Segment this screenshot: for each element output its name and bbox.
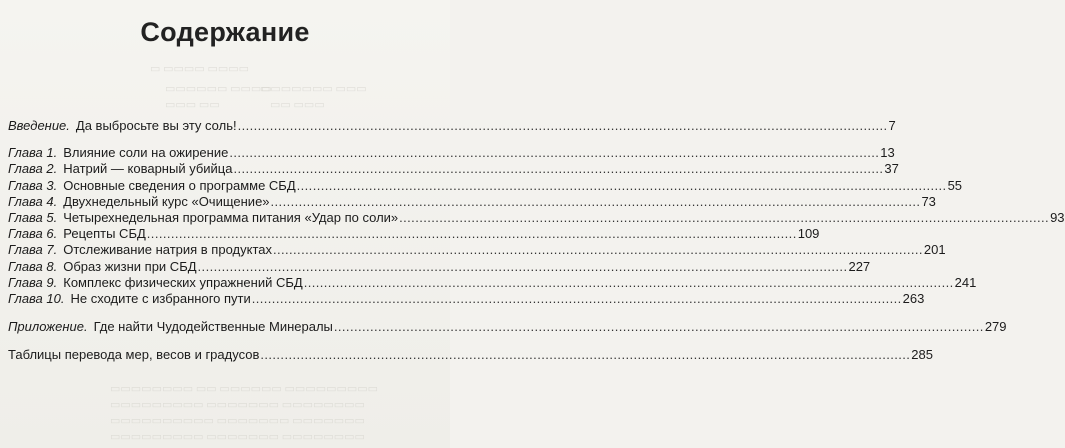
toc-entry-label: Глава 1.: [8, 145, 58, 161]
toc-entry-chapter: [8, 258, 871, 275]
toc-entry-title: Основные сведения о программе СБД: [63, 177, 296, 193]
leader-dots: [229, 145, 879, 161]
toc-entry-chapter: [8, 193, 936, 210]
toc-entry-chapter: [8, 242, 946, 258]
leader-dots: [234, 161, 884, 177]
leader-dots: [334, 319, 984, 335]
toc-entry-page: 7: [888, 118, 896, 133]
toc-entry-title: Влияние соли на ожирение: [63, 145, 229, 161]
toc-entry-label: Глава 9.: [8, 274, 58, 290]
toc-entry-label: Глава 3.: [8, 177, 58, 193]
bleed-through-text: ▭▭▭ ▭▭: [165, 99, 220, 111]
toc-entry-label: Введение.: [8, 118, 70, 133]
bleed-through-text: ▭ ▭▭▭▭ ▭▭▭▭: [150, 63, 250, 75]
toc-entry-page: 201: [923, 242, 946, 258]
toc-entry-page: 73: [921, 193, 936, 209]
toc-entry-title: Таблицы перевода мер, весов и градусов: [8, 347, 260, 363]
bleed-through-text: ▭▭▭▭▭▭▭▭ ▭▭ ▭▭▭▭▭▭ ▭▭▭▭▭▭▭▭▭: [110, 383, 379, 395]
leader-dots: [271, 194, 921, 210]
bleed-through-text: ▭▭▭▭▭▭▭ ▭▭▭: [260, 83, 367, 95]
toc-entry-title: Отслеживание натрия в продуктах: [63, 242, 272, 258]
bleed-through-text: ▭▭▭▭▭▭ ▭▭▭▭: [165, 83, 272, 95]
toc-entry-label: Глава 5.: [8, 210, 58, 226]
page-title: Содержание: [140, 17, 310, 47]
toc-entry-page: 263: [902, 291, 925, 307]
bleed-through-text: ▭▭▭▭▭▭▭▭▭ ▭▭▭▭▭▭▭ ▭▭▭▭▭▭▭▭: [110, 431, 365, 443]
toc-entry-chapter: [8, 226, 820, 242]
toc-entry-label: Глава 4.: [8, 193, 58, 209]
toc-entry-appendix: [8, 319, 1007, 335]
toc-entry-page: 109: [797, 226, 820, 242]
toc-entry-label: Приложение.: [8, 319, 88, 335]
toc-entry-label: Глава 8.: [8, 258, 58, 274]
toc-entry-chapter: [8, 161, 899, 177]
toc-entry-page: 93: [1050, 210, 1065, 226]
leader-dots: [198, 259, 848, 275]
leader-dots: [304, 275, 954, 291]
toc-entry-page: 37: [884, 161, 899, 177]
toc-entry-title: Рецепты СБД: [63, 226, 146, 242]
toc-entry-page: 13: [880, 145, 895, 161]
toc-entry-page: 285: [911, 347, 933, 363]
toc-entry-page: 227: [848, 258, 871, 274]
toc-entry-chapter: [8, 145, 895, 161]
toc-entry-label: Глава 10.: [8, 291, 65, 307]
toc-entry-chapter: [8, 274, 977, 291]
table-of-contents: [8, 118, 1065, 364]
toc-entry-title: Двухнедельный курс «Очищение»: [63, 193, 270, 209]
toc-entry-chapter: [8, 177, 963, 194]
toc-entry-label: Глава 6.: [8, 226, 58, 242]
bleed-through-text: ▭▭▭▭▭▭▭▭▭ ▭▭▭▭▭▭▭ ▭▭▭▭▭▭▭▭: [110, 399, 365, 411]
toc-entry-title: Где найти Чудодейственные Минералы: [93, 319, 333, 335]
bleed-through-text: ▭▭ ▭▭▭: [270, 99, 325, 111]
toc-entry-intro: [8, 118, 896, 134]
bleed-through-text: ▭▭▭▭▭▭▭▭▭▭ ▭▭▭▭▭▭▭ ▭▭▭▭▭▭▭: [110, 415, 365, 427]
leader-dots: [252, 291, 902, 307]
leader-dots: [147, 226, 797, 242]
leader-dots: [260, 347, 910, 363]
toc-entry-title: Четырехнедельная программа питания «Удар по соли»: [63, 210, 399, 226]
toc-entry-page: 279: [984, 319, 1007, 335]
leader-dots: [273, 242, 923, 258]
toc-entry-label: Глава 2.: [8, 161, 58, 177]
toc-entry-title: Образ жизни при СБД: [63, 258, 197, 274]
toc-entry-title: Комплекс физических упражнений СБД: [63, 274, 303, 290]
toc-entry-title: Да выбросьте вы эту соль!: [75, 118, 237, 133]
leader-dots: [238, 118, 888, 134]
toc-entry-page: 55: [947, 177, 963, 193]
toc-entry-chapter: [8, 210, 1065, 226]
toc-entry-page: 241: [954, 274, 977, 290]
toc-entry-label: Глава 7.: [8, 242, 58, 258]
toc-entry-tables: [8, 347, 933, 363]
leader-dots: [399, 210, 1049, 226]
toc-entry-title: Не сходите с избранного пути: [70, 291, 251, 307]
toc-entry-title: Натрий — коварный убийца: [63, 161, 233, 177]
leader-dots: [297, 178, 947, 194]
toc-entry-chapter: [8, 291, 925, 307]
